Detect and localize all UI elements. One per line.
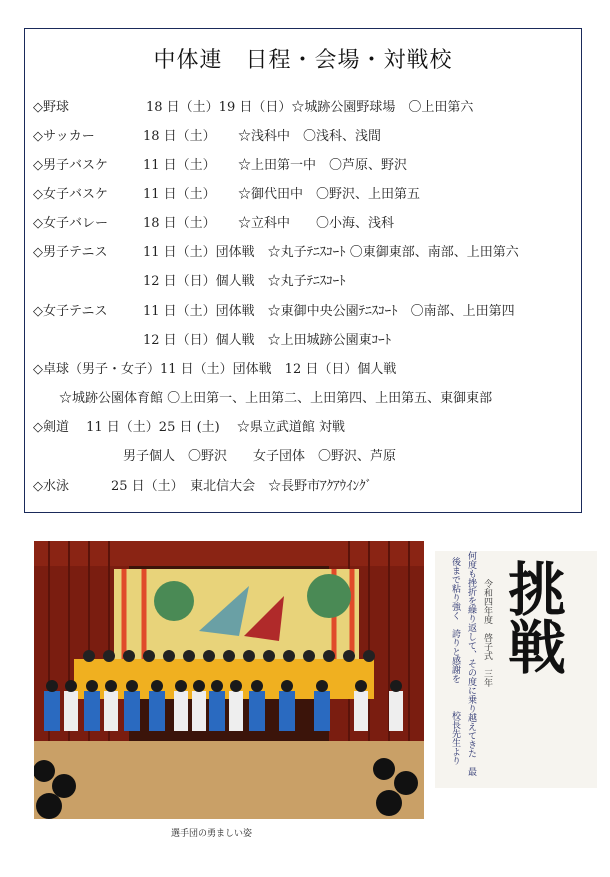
principal-message-3: 校長先生より (450, 711, 460, 765)
schedule-row-label: ◇女子バレー (33, 216, 108, 231)
schedule-row-venue: ☆御代田中 〇野沢、上田第五 (238, 187, 421, 202)
schedule-row-label: ◇サッカー (33, 129, 95, 144)
schedule-row-venue: ☆浅科中 〇浅科、浅間 (238, 129, 382, 144)
calligraphy-main: 挑戦 (498, 559, 566, 675)
calligraphy-panel (435, 551, 597, 788)
schedule-row-label: ☆城跡公園体育館 〇上田第一、上田第二、上田第四、上田第五、東御東部 (33, 391, 493, 406)
schedule-row-detail: 11 日（土） (143, 158, 216, 173)
schedule-row-detail: 男子個人 〇野沢 女子団体 〇野沢、芦原 (123, 449, 397, 464)
schedule-row-detail: 18 日（土）19 日（日）☆城跡公園野球場 〇上田第六 (146, 100, 474, 115)
schedule-box (24, 28, 582, 513)
schedule-row-label: ◇卓球（男子・女子）11 日（土）団体戦 12 日（日）個人戦 (33, 362, 397, 377)
schedule-row-detail: 18 日（土） (143, 216, 216, 231)
schedule-row-venue: ☆立科中 〇小海、浅科 (238, 216, 395, 231)
schedule-row-label: ◇水泳 (33, 479, 69, 494)
schedule-row-detail: 11 日（土）団体戦 ☆東御中央公園ﾃﾆｽｺｰﾄ 〇南部、上田第四 (143, 304, 515, 319)
principal-message-1: 何度も挫折を繰り返して、その度に乗り越えてきた 最 (466, 551, 476, 776)
schedule-row-detail: 11 日（土）団体戦 ☆丸子ﾃﾆｽｺｰﾄ 〇東御東部、南部、上田第六 (143, 245, 519, 260)
schedule-row-label: ◇野球 (33, 100, 69, 115)
schedule-row-label: ◇男子バスケ (33, 158, 108, 173)
team-photo (34, 541, 424, 819)
schedule-row-label: ◇男子テニス (33, 245, 108, 260)
schedule-row-label: ◇剣道 11 日（土）25 日 (土) ☆県立武道館 対戦 (33, 420, 346, 435)
schedule-row-detail: 11 日（土） (143, 187, 216, 202)
schedule-row-detail: 25 日（土） 東北信大会 ☆長野市ｱｸｱｳｲﾝｸﾞ (111, 479, 373, 494)
schedule-row-venue: ☆上田第一中 〇芦原、野沢 (238, 158, 408, 173)
schedule-row-detail: 12 日（日）個人戦 ☆丸子ﾃﾆｽｺｰﾄ (143, 274, 346, 289)
schedule-row-label: ◇女子テニス (33, 304, 108, 319)
schedule-row-detail: 12 日（日）個人戦 ☆上田城跡公園東ｺｰﾄ (143, 333, 392, 348)
photo-caption: 選手団の勇ましい姿 (171, 829, 253, 839)
team-photo-illustration (34, 541, 424, 819)
schedule-row-detail: 18 日（土） (143, 129, 216, 144)
calligraphy-date: 令和四年度 啓子式 三年 (482, 579, 492, 687)
page-title: 中体連 日程・会場・対戦校 (153, 48, 453, 73)
schedule-row-label: ◇女子バスケ (33, 187, 108, 202)
principal-message-2: 後まで粘り強く 誇りと感謝を (450, 557, 460, 683)
